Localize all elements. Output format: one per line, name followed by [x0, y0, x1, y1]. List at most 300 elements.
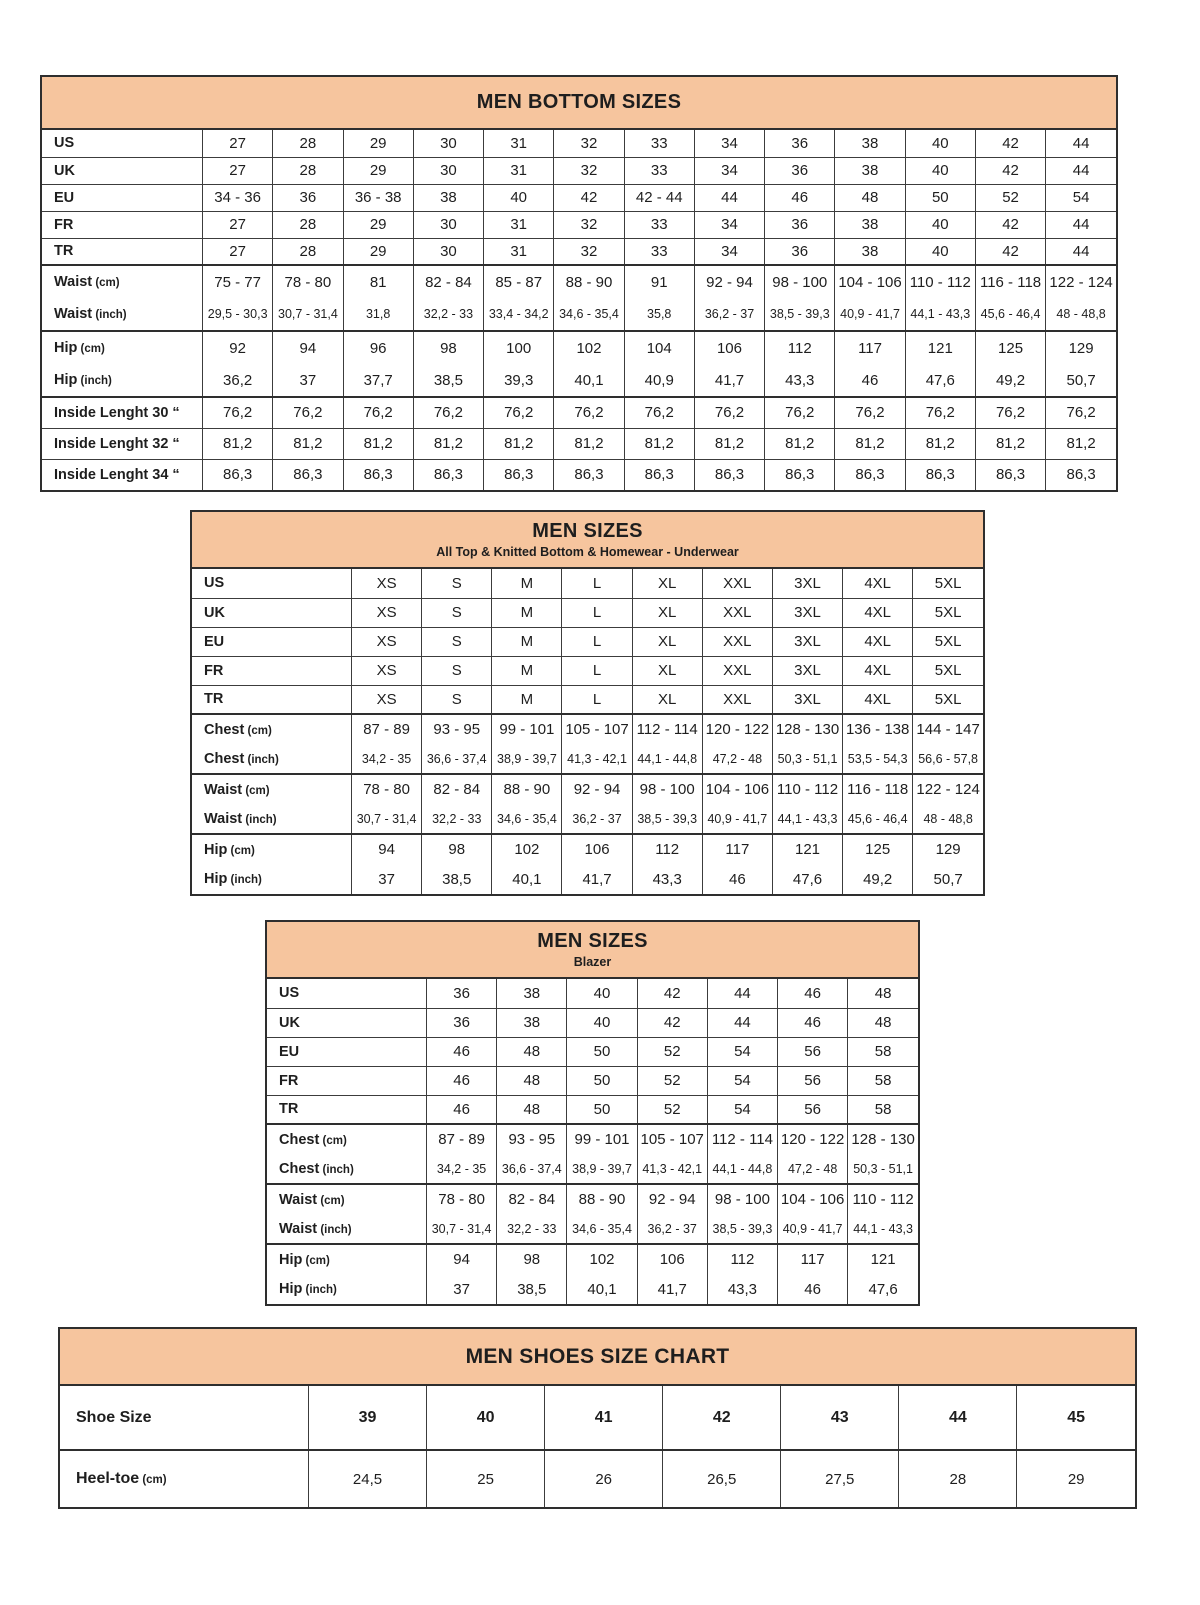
table-cell: 36,6 - 37,4 — [422, 744, 492, 774]
table-cell: 42 — [663, 1386, 781, 1450]
table-cell: 117 — [835, 331, 905, 364]
table-title: MEN SHOES SIZE CHART — [465, 1344, 730, 1368]
row-label: UK — [267, 1008, 427, 1037]
table-cell: 46 — [778, 979, 848, 1008]
table-cell: 94 — [273, 331, 343, 364]
table-cell: 44,1 - 43,3 — [772, 804, 842, 834]
row-label: Waist (cm) — [192, 774, 352, 804]
table-cell: 76,2 — [343, 397, 413, 428]
table-cell: 40 — [905, 130, 975, 157]
men-sizes-blazer-table — [265, 920, 920, 1306]
table-cell: 37 — [427, 1274, 497, 1304]
table-row — [267, 1124, 918, 1154]
row-label: UK — [42, 157, 203, 184]
table-cell: 28 — [273, 238, 343, 265]
table-cell: 43,3 — [707, 1274, 777, 1304]
table-cell: 44 — [899, 1386, 1017, 1450]
table-cell: L — [562, 598, 632, 627]
row-label: Waist (cm) — [267, 1184, 427, 1214]
table-cell: S — [422, 627, 492, 656]
row-label: Inside Lenght 32 “ — [42, 428, 203, 459]
row-label: US — [279, 985, 300, 1002]
table-cell: 48 — [848, 979, 918, 1008]
table-cell: 3XL — [772, 656, 842, 685]
table-cell: XS — [352, 598, 422, 627]
table-row — [192, 714, 983, 744]
table-row — [192, 685, 983, 714]
table-cell: 5XL — [913, 598, 983, 627]
table-cell: 52 — [975, 184, 1045, 211]
row-label: Chest (inch) — [204, 750, 279, 767]
table-cell: 31 — [484, 238, 554, 265]
table-row — [42, 397, 1116, 428]
table-cell: XL — [632, 627, 702, 656]
table-cell: 40,1 — [492, 864, 562, 894]
table-cell: 4XL — [843, 627, 913, 656]
table-cell: 122 - 124 — [913, 774, 983, 804]
table-cell: 37,7 — [343, 364, 413, 397]
table-cell: 29 — [343, 130, 413, 157]
table-cell: 122 - 124 — [1046, 265, 1116, 298]
table-cell: 78 - 80 — [273, 265, 343, 298]
table-cell: 41,7 — [562, 864, 632, 894]
row-label: Inside Lenght 34 “ — [42, 459, 203, 490]
table-cell: 94 — [352, 834, 422, 864]
table-cell: 36 — [427, 1008, 497, 1037]
table-cell: 29 — [343, 238, 413, 265]
table-header — [192, 512, 983, 569]
table-cell: 92 — [203, 331, 273, 364]
table-cell: 38,5 - 39,3 — [765, 298, 835, 331]
table-cell: 76,2 — [413, 397, 483, 428]
table-cell: 30,7 - 31,4 — [352, 804, 422, 834]
table-row — [42, 184, 1116, 211]
table-cell: 50 — [567, 1037, 637, 1066]
row-label: FR — [42, 211, 203, 238]
table-cell: 76,2 — [765, 397, 835, 428]
table-row — [192, 627, 983, 656]
size-grid — [267, 979, 918, 1304]
table-cell: 54 — [1046, 184, 1116, 211]
table-cell: XXL — [702, 627, 772, 656]
table-cell: 5XL — [913, 656, 983, 685]
table-cell: 33,4 - 34,2 — [484, 298, 554, 331]
table-cell: 25 — [427, 1450, 545, 1507]
table-cell: S — [422, 598, 492, 627]
table-cell: XXL — [702, 656, 772, 685]
men-bottom-sizes-table — [40, 75, 1118, 492]
table-cell: 40 — [905, 211, 975, 238]
table-cell: 3XL — [772, 598, 842, 627]
table-cell: 29 — [1017, 1450, 1135, 1507]
table-cell: 81,2 — [343, 428, 413, 459]
table-cell: 112 — [707, 1244, 777, 1274]
table-cell: 42 — [975, 238, 1045, 265]
table-row — [267, 1184, 918, 1214]
table-row — [192, 744, 983, 774]
table-cell: 26,5 — [663, 1450, 781, 1507]
table-cell: 34,6 - 35,4 — [554, 298, 624, 331]
table-cell: 53,5 - 54,3 — [843, 744, 913, 774]
table-cell: 48 — [497, 1095, 567, 1124]
table-cell: 24,5 — [309, 1450, 427, 1507]
table-cell: M — [492, 656, 562, 685]
table-cell: 49,2 — [975, 364, 1045, 397]
table-cell: 50 — [905, 184, 975, 211]
table-cell: 98 - 100 — [707, 1184, 777, 1214]
table-cell: 38,5 — [422, 864, 492, 894]
table-cell: 52 — [637, 1066, 707, 1095]
row-label: EU — [192, 627, 352, 656]
table-row — [267, 1274, 918, 1304]
table-cell: 38,9 - 39,7 — [492, 744, 562, 774]
table-cell: 78 - 80 — [352, 774, 422, 804]
table-cell: 3XL — [772, 627, 842, 656]
table-cell: M — [492, 598, 562, 627]
table-cell: 39,3 — [484, 364, 554, 397]
table-cell: 42 — [637, 1008, 707, 1037]
table-cell: 44 — [694, 184, 764, 211]
table-cell: 48 — [848, 1008, 918, 1037]
table-row — [267, 1244, 918, 1274]
table-cell: 50 — [567, 1095, 637, 1124]
table-cell: 32 — [554, 211, 624, 238]
table-cell: 76,2 — [975, 397, 1045, 428]
table-cell: 98 - 100 — [632, 774, 702, 804]
table-cell: 48 - 48,8 — [913, 804, 983, 834]
table-cell: 87 - 89 — [427, 1124, 497, 1154]
table-row — [42, 459, 1116, 490]
table-cell: 38 — [835, 130, 905, 157]
table-cell: 41,3 - 42,1 — [562, 744, 632, 774]
table-cell: 81,2 — [413, 428, 483, 459]
table-cell: 41,3 - 42,1 — [637, 1154, 707, 1184]
row-label: Inside Lenght 30 “ — [42, 397, 203, 428]
table-cell: 116 - 118 — [843, 774, 913, 804]
table-cell: 42 — [554, 184, 624, 211]
table-subtitle: Blazer — [573, 955, 612, 969]
table-cell: 44,1 - 43,3 — [848, 1214, 918, 1244]
table-row — [192, 569, 983, 598]
table-row — [42, 265, 1116, 298]
table-cell: 42 — [975, 130, 1045, 157]
table-cell: 50,3 - 51,1 — [772, 744, 842, 774]
table-cell: 30 — [413, 211, 483, 238]
table-cell: 38 — [413, 184, 483, 211]
table-cell: 98 — [413, 331, 483, 364]
table-cell: 54 — [707, 1037, 777, 1066]
row-label: US — [204, 575, 225, 592]
row-label: TR — [42, 238, 203, 265]
table-cell: 29 — [343, 211, 413, 238]
table-cell: 38,5 - 39,3 — [707, 1214, 777, 1244]
table-cell: 86,3 — [835, 459, 905, 490]
table-cell: 46 — [835, 364, 905, 397]
table-cell: 27 — [203, 238, 273, 265]
table-cell: 88 - 90 — [567, 1184, 637, 1214]
table-cell: 40,1 — [554, 364, 624, 397]
table-cell: 36,6 - 37,4 — [497, 1154, 567, 1184]
row-label: Waist (inch) — [54, 306, 127, 322]
table-cell: 46 — [778, 1008, 848, 1037]
table-row — [192, 834, 983, 864]
row-label: Chest (cm) — [192, 714, 352, 744]
table-cell: 128 - 130 — [848, 1124, 918, 1154]
table-cell: 56 — [778, 1066, 848, 1095]
table-cell: 44 — [707, 979, 777, 1008]
table-cell: 86,3 — [554, 459, 624, 490]
table-cell: 30,7 - 31,4 — [427, 1214, 497, 1244]
table-cell: 28 — [899, 1450, 1017, 1507]
table-cell: 44,1 - 44,8 — [707, 1154, 777, 1184]
table-cell: 3XL — [772, 685, 842, 714]
table-row — [192, 598, 983, 627]
table-cell: 117 — [778, 1244, 848, 1274]
table-cell: 45 — [1017, 1386, 1135, 1450]
table-row — [42, 211, 1116, 238]
table-cell: 38 — [835, 211, 905, 238]
table-cell: XXL — [702, 569, 772, 598]
table-cell: 40 — [567, 1008, 637, 1037]
table-cell: 76,2 — [835, 397, 905, 428]
table-cell: 35,8 — [624, 298, 694, 331]
table-cell: 50,7 — [1046, 364, 1116, 397]
table-cell: 40 — [567, 979, 637, 1008]
table-cell: 28 — [273, 130, 343, 157]
table-title: MEN BOTTOM SIZES — [476, 91, 682, 113]
table-cell: 36 — [765, 157, 835, 184]
table-cell: 30 — [413, 238, 483, 265]
table-cell: 87 - 89 — [352, 714, 422, 744]
table-cell: 26 — [545, 1450, 663, 1507]
table-cell: 86,3 — [273, 459, 343, 490]
table-cell: 36,2 — [203, 364, 273, 397]
table-cell: 76,2 — [1046, 397, 1116, 428]
table-cell: 56,6 - 57,8 — [913, 744, 983, 774]
table-header — [267, 922, 918, 979]
table-cell: 104 - 106 — [835, 265, 905, 298]
table-cell: 106 — [694, 331, 764, 364]
row-label: FR — [192, 656, 352, 685]
table-cell: 40,9 - 41,7 — [702, 804, 772, 834]
table-cell: 34,6 - 35,4 — [567, 1214, 637, 1244]
row-label: Heel-toe (cm) — [60, 1450, 309, 1507]
table-cell: 49,2 — [843, 864, 913, 894]
table-cell: 112 — [632, 834, 702, 864]
table-cell: L — [562, 627, 632, 656]
table-row — [267, 1008, 918, 1037]
table-cell: 86,3 — [905, 459, 975, 490]
table-cell: 46 — [427, 1066, 497, 1095]
table-cell: 110 - 112 — [772, 774, 842, 804]
table-cell: 4XL — [843, 569, 913, 598]
table-cell: 4XL — [843, 685, 913, 714]
table-cell: 5XL — [913, 569, 983, 598]
table-row — [267, 979, 918, 1008]
table-cell: 105 - 107 — [562, 714, 632, 744]
table-cell: 76,2 — [203, 397, 273, 428]
size-grid — [60, 1386, 1135, 1507]
table-cell: 40,9 — [624, 364, 694, 397]
table-row — [192, 804, 983, 834]
table-cell: 78 - 80 — [427, 1184, 497, 1214]
table-cell: 81,2 — [905, 428, 975, 459]
table-cell: 58 — [848, 1066, 918, 1095]
table-cell: 36 — [765, 238, 835, 265]
table-cell: 98 — [497, 1244, 567, 1274]
table-cell: 86,3 — [765, 459, 835, 490]
table-cell: 46 — [765, 184, 835, 211]
table-cell: 27 — [203, 157, 273, 184]
table-cell: 102 — [567, 1244, 637, 1274]
table-cell: 47,6 — [848, 1274, 918, 1304]
table-cell: S — [422, 685, 492, 714]
table-cell: 128 - 130 — [772, 714, 842, 744]
table-cell: 52 — [637, 1095, 707, 1124]
table-cell: 47,2 - 48 — [778, 1154, 848, 1184]
table-cell: 36 - 38 — [343, 184, 413, 211]
table-cell: 38 — [835, 238, 905, 265]
table-cell: 92 - 94 — [694, 265, 764, 298]
table-cell: 27 — [203, 130, 273, 157]
table-cell: 5XL — [913, 685, 983, 714]
table-cell: 52 — [637, 1037, 707, 1066]
table-cell: 48 — [835, 184, 905, 211]
table-cell: 32,2 - 33 — [497, 1214, 567, 1244]
table-cell: 85 - 87 — [484, 265, 554, 298]
table-cell: L — [562, 656, 632, 685]
row-label: Shoe Size — [76, 1408, 152, 1426]
table-cell: L — [562, 685, 632, 714]
table-cell: 104 - 106 — [702, 774, 772, 804]
row-label: Hip (cm) — [192, 834, 352, 864]
table-cell: 42 — [975, 157, 1045, 184]
table-cell: 44 — [707, 1008, 777, 1037]
table-cell: 44 — [1046, 211, 1116, 238]
table-cell: 40,9 - 41,7 — [778, 1214, 848, 1244]
table-cell: 33 — [624, 211, 694, 238]
table-cell: 32 — [554, 157, 624, 184]
table-row — [42, 298, 1116, 331]
table-cell: 42 — [637, 979, 707, 1008]
table-cell: 121 — [772, 834, 842, 864]
table-subtitle: All Top & Knitted Bottom & Homewear - Underwear — [436, 545, 739, 559]
table-cell: 110 - 112 — [848, 1184, 918, 1214]
row-label: FR — [267, 1066, 427, 1095]
table-cell: 34,2 - 35 — [427, 1154, 497, 1184]
table-row — [60, 1386, 1135, 1450]
table-cell: L — [562, 569, 632, 598]
table-cell: 112 - 114 — [707, 1124, 777, 1154]
table-cell: 81,2 — [694, 428, 764, 459]
table-cell: 81,2 — [835, 428, 905, 459]
table-row — [267, 1154, 918, 1184]
table-cell: 44,1 - 44,8 — [632, 744, 702, 774]
table-cell: 34 - 36 — [203, 184, 273, 211]
table-cell: 44 — [1046, 130, 1116, 157]
table-row — [42, 331, 1116, 364]
table-cell: XXL — [702, 598, 772, 627]
table-cell: 32 — [554, 238, 624, 265]
table-cell: 102 — [492, 834, 562, 864]
table-cell: 86,3 — [484, 459, 554, 490]
table-cell: 81,2 — [975, 428, 1045, 459]
table-cell: 29,5 - 30,3 — [203, 298, 273, 331]
table-cell: 88 - 90 — [554, 265, 624, 298]
row-label: Hip (cm) — [42, 331, 203, 364]
table-cell: 34 — [694, 211, 764, 238]
table-row — [192, 656, 983, 685]
table-cell: 32 — [554, 130, 624, 157]
table-cell: S — [422, 656, 492, 685]
table-cell: 58 — [848, 1037, 918, 1066]
table-cell: 47,6 — [772, 864, 842, 894]
table-cell: 86,3 — [975, 459, 1045, 490]
table-cell: 40 — [905, 238, 975, 265]
table-cell: 92 - 94 — [562, 774, 632, 804]
table-cell: M — [492, 569, 562, 598]
table-cell: M — [492, 627, 562, 656]
table-cell: 44 — [1046, 157, 1116, 184]
table-cell: 44,1 - 43,3 — [905, 298, 975, 331]
table-cell: 45,6 - 46,4 — [975, 298, 1045, 331]
table-cell: 43 — [781, 1386, 899, 1450]
table-cell: 37 — [273, 364, 343, 397]
table-cell: 116 - 118 — [975, 265, 1045, 298]
table-cell: 129 — [1046, 331, 1116, 364]
table-cell: 88 - 90 — [492, 774, 562, 804]
table-cell: 98 - 100 — [765, 265, 835, 298]
table-cell: 33 — [624, 238, 694, 265]
table-cell: 48 - 48,8 — [1046, 298, 1116, 331]
table-cell: 94 — [427, 1244, 497, 1274]
table-cell: 33 — [624, 157, 694, 184]
table-cell: 36 — [273, 184, 343, 211]
table-cell: 41,7 — [694, 364, 764, 397]
table-cell: 82 - 84 — [413, 265, 483, 298]
table-cell: XXL — [702, 685, 772, 714]
table-cell: 75 - 77 — [203, 265, 273, 298]
men-shoes-size-table — [58, 1327, 1137, 1509]
table-cell: 93 - 95 — [422, 714, 492, 744]
table-cell: 58 — [848, 1095, 918, 1124]
table-cell: 36 — [765, 130, 835, 157]
table-cell: 106 — [562, 834, 632, 864]
table-cell: 56 — [778, 1037, 848, 1066]
table-cell: 36 — [765, 211, 835, 238]
table-cell: 45,6 - 46,4 — [843, 804, 913, 834]
table-cell: 36,2 - 37 — [637, 1214, 707, 1244]
table-cell: 136 - 138 — [843, 714, 913, 744]
table-cell: 91 — [624, 265, 694, 298]
table-cell: 38 — [497, 979, 567, 1008]
table-cell: XL — [632, 685, 702, 714]
table-cell: 125 — [975, 331, 1045, 364]
table-cell: 41,7 — [637, 1274, 707, 1304]
table-cell: 34 — [694, 130, 764, 157]
table-cell: 30,7 - 31,4 — [273, 298, 343, 331]
table-row — [60, 1450, 1135, 1507]
table-cell: 81,2 — [203, 428, 273, 459]
table-cell: 40 — [905, 157, 975, 184]
row-label: Chest (inch) — [279, 1160, 354, 1177]
table-cell: 37 — [352, 864, 422, 894]
table-title: MEN SIZES — [532, 520, 643, 542]
table-cell: 121 — [905, 331, 975, 364]
table-cell: 76,2 — [273, 397, 343, 428]
table-cell: 76,2 — [905, 397, 975, 428]
table-cell: 38,5 — [413, 364, 483, 397]
